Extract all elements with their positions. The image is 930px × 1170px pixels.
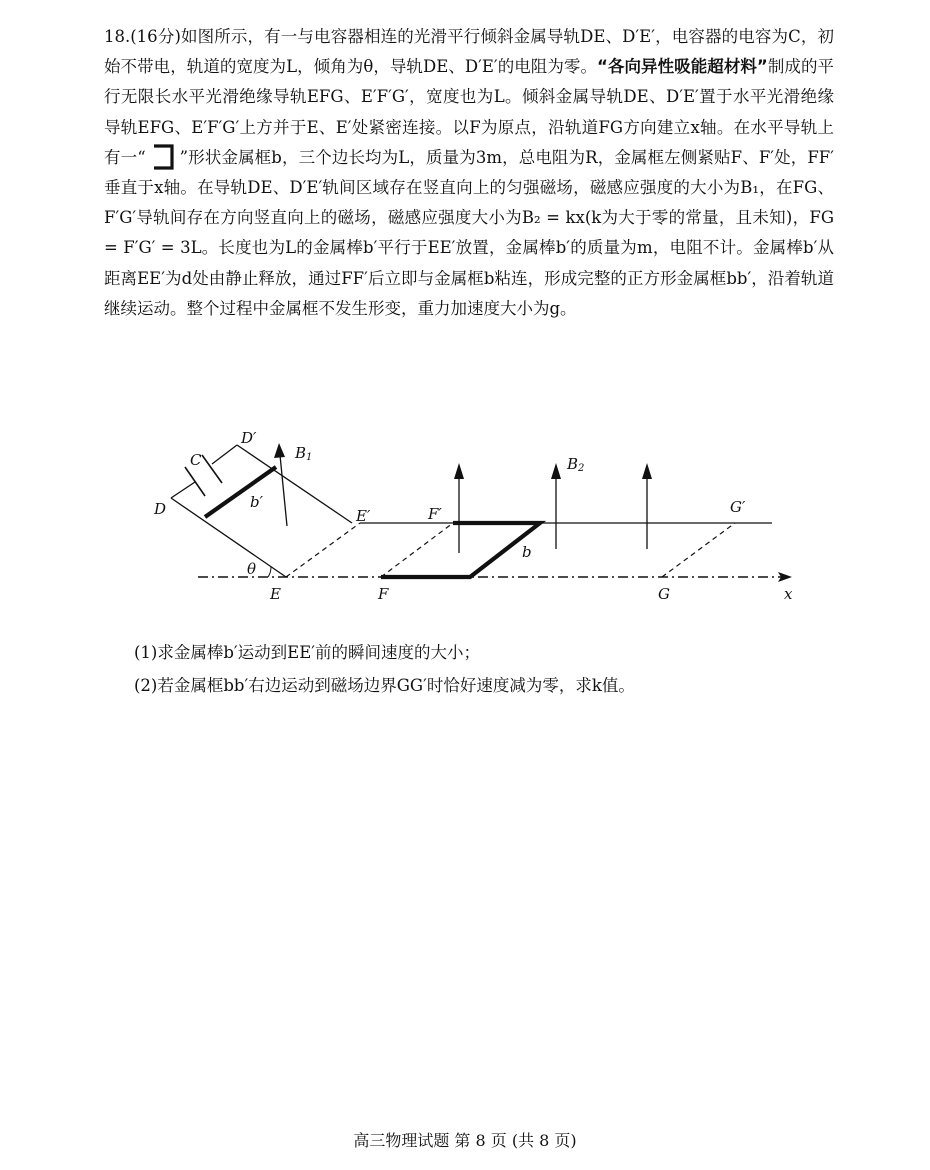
sub-questions	[134, 636, 635, 702]
question-score: (16分)	[130, 27, 181, 46]
b2-arrowhead-icon	[454, 463, 464, 479]
b1-arrowhead-icon	[274, 443, 285, 458]
problem-text-2: 制成的平行无限长水平光滑绝缘导轨EFG、E′F′G′，宽度也为L。倾斜金属导轨DE、D′E′置于水平光滑绝缘导轨EFG、E′F′G′上方并于E、E′处紧密连接。以F为原点，沿轨道FG方向建立x轴。在水平导轨上有一“	[104, 57, 835, 167]
rail-DE	[171, 498, 286, 577]
label-b-prime: b′	[250, 493, 264, 511]
dashed-GG'	[662, 523, 735, 577]
label-theta: θ	[247, 560, 257, 578]
dashed-EE'	[286, 523, 360, 577]
b1-arrow	[280, 455, 287, 526]
label-B1: B	[295, 444, 307, 462]
label-D: D	[154, 500, 167, 518]
dashed-FF'	[381, 523, 453, 577]
label-F: F	[378, 585, 389, 603]
problem-intro: 如图所示，有一与电容器相连的光滑平行倾斜金属导轨DE、D′E′，电容器的电容为C，初始不带电，轨道的宽度为L，倾角为θ，导轨DE、D′E′的电阻为零。	[104, 27, 834, 77]
bold-term: “各向异性吸能超材料”	[597, 57, 768, 77]
page-footer: 高三物理试题 第 8 页 (共 8 页)	[353, 1131, 577, 1150]
b2-arrowhead-icon	[642, 463, 652, 479]
label-G-prime: G′	[730, 498, 746, 516]
label-G: G	[658, 585, 670, 603]
label-C: C	[190, 451, 202, 469]
label-b: b	[522, 543, 532, 561]
label-B2: B	[567, 455, 579, 473]
frame-b	[381, 523, 540, 577]
physics-diagram	[150, 425, 810, 610]
label-E-prime: E′	[356, 507, 371, 525]
sub-question-2: (2)若金属框bb′右边运动到磁场边界GG′时恰好速度减为零，求k值。	[134, 676, 635, 695]
label-F-prime: F′	[428, 505, 442, 523]
problem-text	[104, 22, 834, 324]
label-x: x	[784, 585, 793, 603]
label-D-prime: D′	[241, 429, 257, 447]
question-number: 18.	[104, 27, 131, 46]
sub-question-1: (1)求金属棒b′运动到EE′前的瞬间速度的大小；	[134, 643, 481, 662]
label-B2-sub: 2	[578, 463, 585, 474]
b2-arrowhead-icon	[551, 463, 561, 479]
capacitor-plate-1	[185, 467, 205, 496]
bracket-shape-icon	[148, 144, 178, 170]
label-E: E	[270, 585, 281, 603]
label-B1-sub: 1	[306, 452, 313, 463]
problem-text-3: ”形状金属框b，三个边长均为L，质量为3m，总电阻为R，金属框左侧紧贴F、F′处，FF′垂直于x轴。在导轨DE、D′E′轨间区域存在竖直向上的匀强磁场，磁感应强度的大小为B₁，在FG、F′G′导轨间存在方向竖直向上的磁场，磁感应强度大小为B₂ = kx(k为大于零的常量，且未知)，FG = F′G′ = 3L。长度也为L的金属棒b′平行于EE′放置，金属棒b′的质量为m，电阻不计。金属棒b′从距离EE′为d处由静止释放，通过FF′后立即与金属框b粘连，形成完整的正方形金属框bb′，沿着轨道继续运动。整个过程中金属框不发生形变，重力加速度大小为g。	[104, 147, 834, 318]
